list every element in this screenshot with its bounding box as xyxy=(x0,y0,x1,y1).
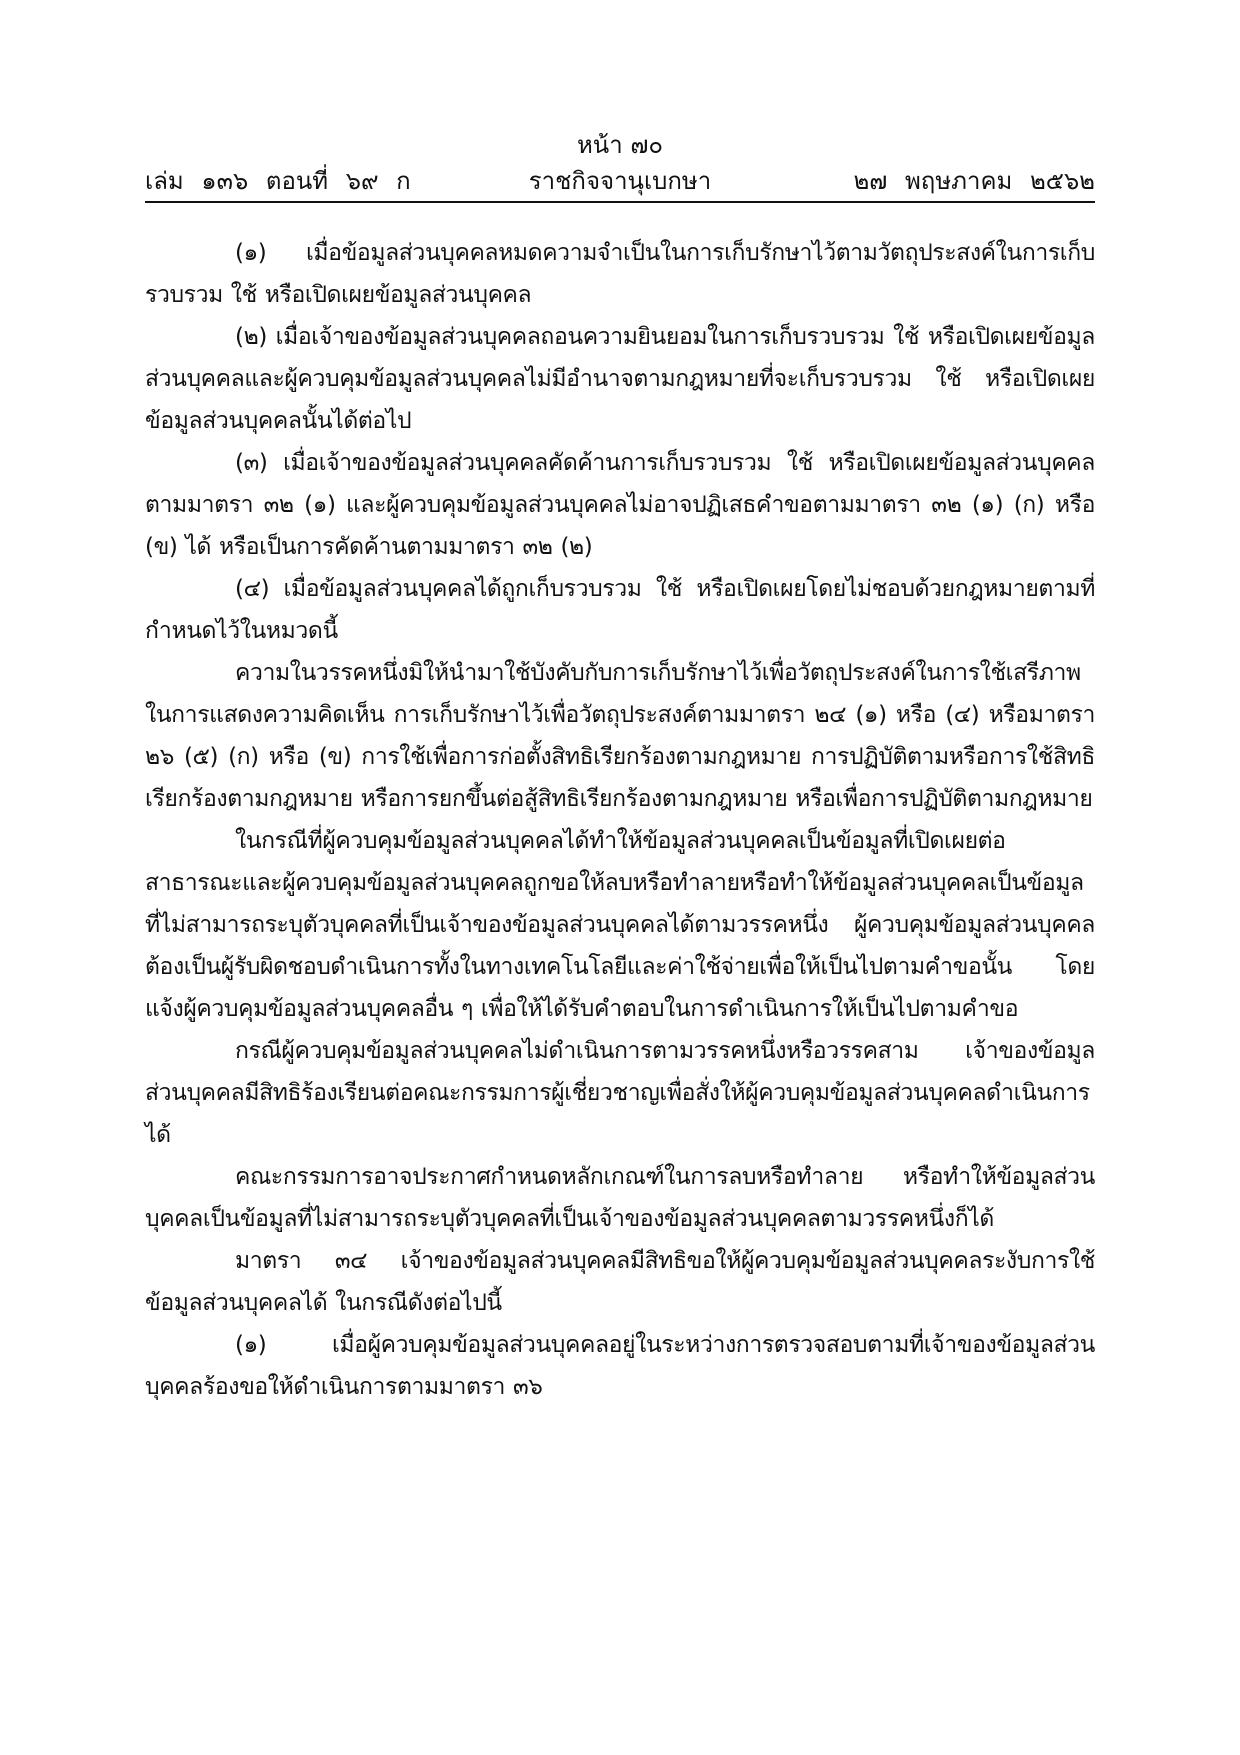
paragraph-10: (๑) เมื่อผู้ควบคุมข้อมูลส่วนบุคคลอยู่ในระหว่างการตรวจสอบตามที่เจ้าของข้อมูลส่วนบุคคลร้องขอให้ดำเนินการตามมาตรา ๓๖ xyxy=(145,1332,1095,1400)
header-row xyxy=(145,162,1095,200)
volume-issue: เล่ม ๑๓๖ ตอนที่ ๖๙ ก xyxy=(145,167,411,195)
paragraph-1: (๑) เมื่อข้อมูลส่วนบุคคลหมดความจำเป็นในการเก็บรักษาไว้ตามวัตถุประสงค์ในการเก็บรวบรวม ใช้ หรือเปิดเผยข้อมูลส่วนบุคคล xyxy=(145,240,1095,308)
paragraph-6: ในกรณีที่ผู้ควบคุมข้อมูลส่วนบุคคลได้ทำให้ข้อมูลส่วนบุคคลเป็นข้อมูลที่เปิดเผยต่อสาธารณะและผู้ควบคุมข้อมูลส่วนบุคคลถูกขอให้ลบหรือทำลายหรือทำให้ข้อมูลส่วนบุคคลเป็นข้อมูลที่ไม่สามารถระบุตัวบุคคลที่เป็นเจ้าของข้อมูลส่วนบุคคลได้ตามวรรคหนึ่ง ผู้ควบคุมข้อมูลส่วนบุคคลต้องเป็นผู้รับผิดชอบดำเนินการทั้งในทางเทคโนโลยีและค่าใช้จ่ายเพื่อให้เป็นไปตามคำขอนั้น โดยแจ้งผู้ควบคุมข้อมูลส่วนบุคคลอื่น ๆ เพื่อให้ได้รับคำตอบในการดำเนินการให้เป็นไปตามคำขอ xyxy=(145,828,1095,1022)
paragraph-4: (๔) เมื่อข้อมูลส่วนบุคคลได้ถูกเก็บรวบรวม ใช้ หรือเปิดเผยโดยไม่ชอบด้วยกฎหมายตามที่กำหนดไว้ในหมวดนี้ xyxy=(145,576,1095,644)
paragraph-5: ความในวรรคหนึ่งมิให้นำมาใช้บังคับกับการเก็บรักษาไว้เพื่อวัตถุประสงค์ในการใช้เสรีภาพในการแสดงความคิดเห็น การเก็บรักษาไว้เพื่อวัตถุประสงค์ตามมาตรา ๒๔ (๑) หรือ (๔) หรือมาตรา ๒๖ (๕) (ก) หรือ (ข) การใช้เพื่อการก่อตั้งสิทธิเรียกร้องตามกฎหมาย การปฏิบัติตามหรือการใช้สิทธิเรียกร้องตามกฎหมาย หรือการยกขึ้นต่อสู้สิทธิเรียกร้องตามกฎหมาย หรือเพื่อการปฏิบัติตามกฎหมาย xyxy=(145,660,1095,812)
page-header xyxy=(145,128,1095,200)
header-divider xyxy=(145,201,1095,203)
gazette-title: ราชกิจจานุเบกษา xyxy=(528,167,712,195)
page-number: หน้า ๗๐ xyxy=(576,131,664,159)
paragraph-8: คณะกรรมการอาจประกาศกำหนดหลักเกณฑ์ในการลบหรือทำลาย หรือทำให้ข้อมูลส่วนบุคคลเป็นข้อมูลที่ไม่สามารถระบุตัวบุคคลที่เป็นเจ้าของข้อมูลส่วนบุคคลตามวรรคหนึ่งก็ได้ xyxy=(145,1164,1095,1232)
paragraph-7: กรณีผู้ควบคุมข้อมูลส่วนบุคคลไม่ดำเนินการตามวรรคหนึ่งหรือวรรคสาม เจ้าของข้อมูลส่วนบุคคลมีสิทธิร้องเรียนต่อคณะกรรมการผู้เชี่ยวชาญเพื่อสั่งให้ผู้ควบคุมข้อมูลส่วนบุคคลดำเนินการได้ xyxy=(145,1038,1095,1148)
paragraph-2: (๒) เมื่อเจ้าของข้อมูลส่วนบุคคลถอนความยินยอมในการเก็บรวบรวม ใช้ หรือเปิดเผยข้อมูลส่วนบุคคลและผู้ควบคุมข้อมูลส่วนบุคคลไม่มีอำนาจตามกฎหมายที่จะเก็บรวบรวม ใช้ หรือเปิดเผยข้อมูลส่วนบุคคลนั้นได้ต่อไป xyxy=(145,324,1095,434)
paragraph-3: (๓) เมื่อเจ้าของข้อมูลส่วนบุคคลคัดค้านการเก็บรวบรวม ใช้ หรือเปิดเผยข้อมูลส่วนบุคคลตามมาตรา ๓๒ (๑) และผู้ควบคุมข้อมูลส่วนบุคคลไม่อาจปฏิเสธคำขอตามมาตรา ๓๒ (๑) (ก) หรือ (ข) ได้ หรือเป็นการคัดค้านตามมาตรา ๓๒ (๒) xyxy=(145,450,1095,560)
section-34-heading: มาตรา ๓๔ เจ้าของข้อมูลส่วนบุคคลมีสิทธิขอให้ผู้ควบคุมข้อมูลส่วนบุคคลระงับการใช้ข้อมูลส่วนบุคคลได้ ในกรณีดังต่อไปนี้ xyxy=(145,1248,1095,1316)
document-body xyxy=(145,232,1095,1408)
publication-date: ๒๗ พฤษภาคม ๒๕๖๒ xyxy=(853,167,1095,195)
